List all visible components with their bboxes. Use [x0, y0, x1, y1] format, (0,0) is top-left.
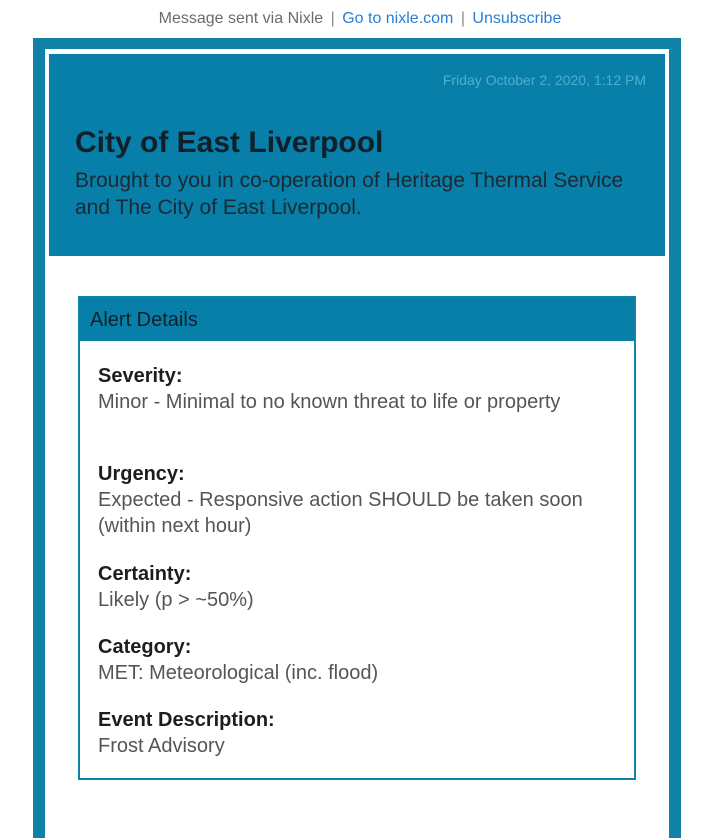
go-to-nixle-link[interactable]: Go to nixle.com: [342, 10, 454, 27]
sent-date: Friday October 2, 2020, 1:12 PM: [442, 72, 646, 88]
unsubscribe-link[interactable]: Unsubscribe: [472, 10, 562, 27]
topbar-separator-2: |: [460, 10, 465, 27]
nixle-topbar: [0, 10, 720, 28]
alert-details-heading: Alert Details: [90, 309, 198, 331]
alert-details-card: [78, 296, 636, 780]
alert-details-header: [80, 298, 634, 341]
agency-subtitle: Brought to you in co-operation of Heritage Thermal Service and The City of East Liverpool.: [75, 169, 624, 219]
message-header: [49, 54, 665, 256]
sent-via-text: Message sent via Nixle: [158, 10, 324, 27]
event-description-field: [98, 707, 598, 759]
certainty-value: Likely (p > ~50%): [98, 589, 254, 611]
agency-title: City of East Liverpool: [75, 126, 384, 159]
urgency-value: Expected - Responsive action SHOULD be taken soon (within next hour): [98, 489, 583, 537]
category-label: Category:: [98, 636, 192, 658]
category-field: [98, 634, 598, 686]
category-value: MET: Meteorological (inc. flood): [98, 662, 379, 684]
certainty-field: [98, 561, 598, 613]
severity-field: [98, 363, 598, 415]
urgency-label: Urgency:: [98, 463, 185, 485]
severity-label: Severity:: [98, 365, 183, 387]
event-description-value: Frost Advisory: [98, 735, 225, 757]
severity-value: Minor - Minimal to no known threat to life or property: [98, 391, 561, 413]
topbar-separator: |: [330, 10, 335, 27]
urgency-field: [98, 461, 598, 539]
certainty-label: Certainty:: [98, 563, 192, 585]
event-description-label: Event Description:: [98, 709, 275, 731]
